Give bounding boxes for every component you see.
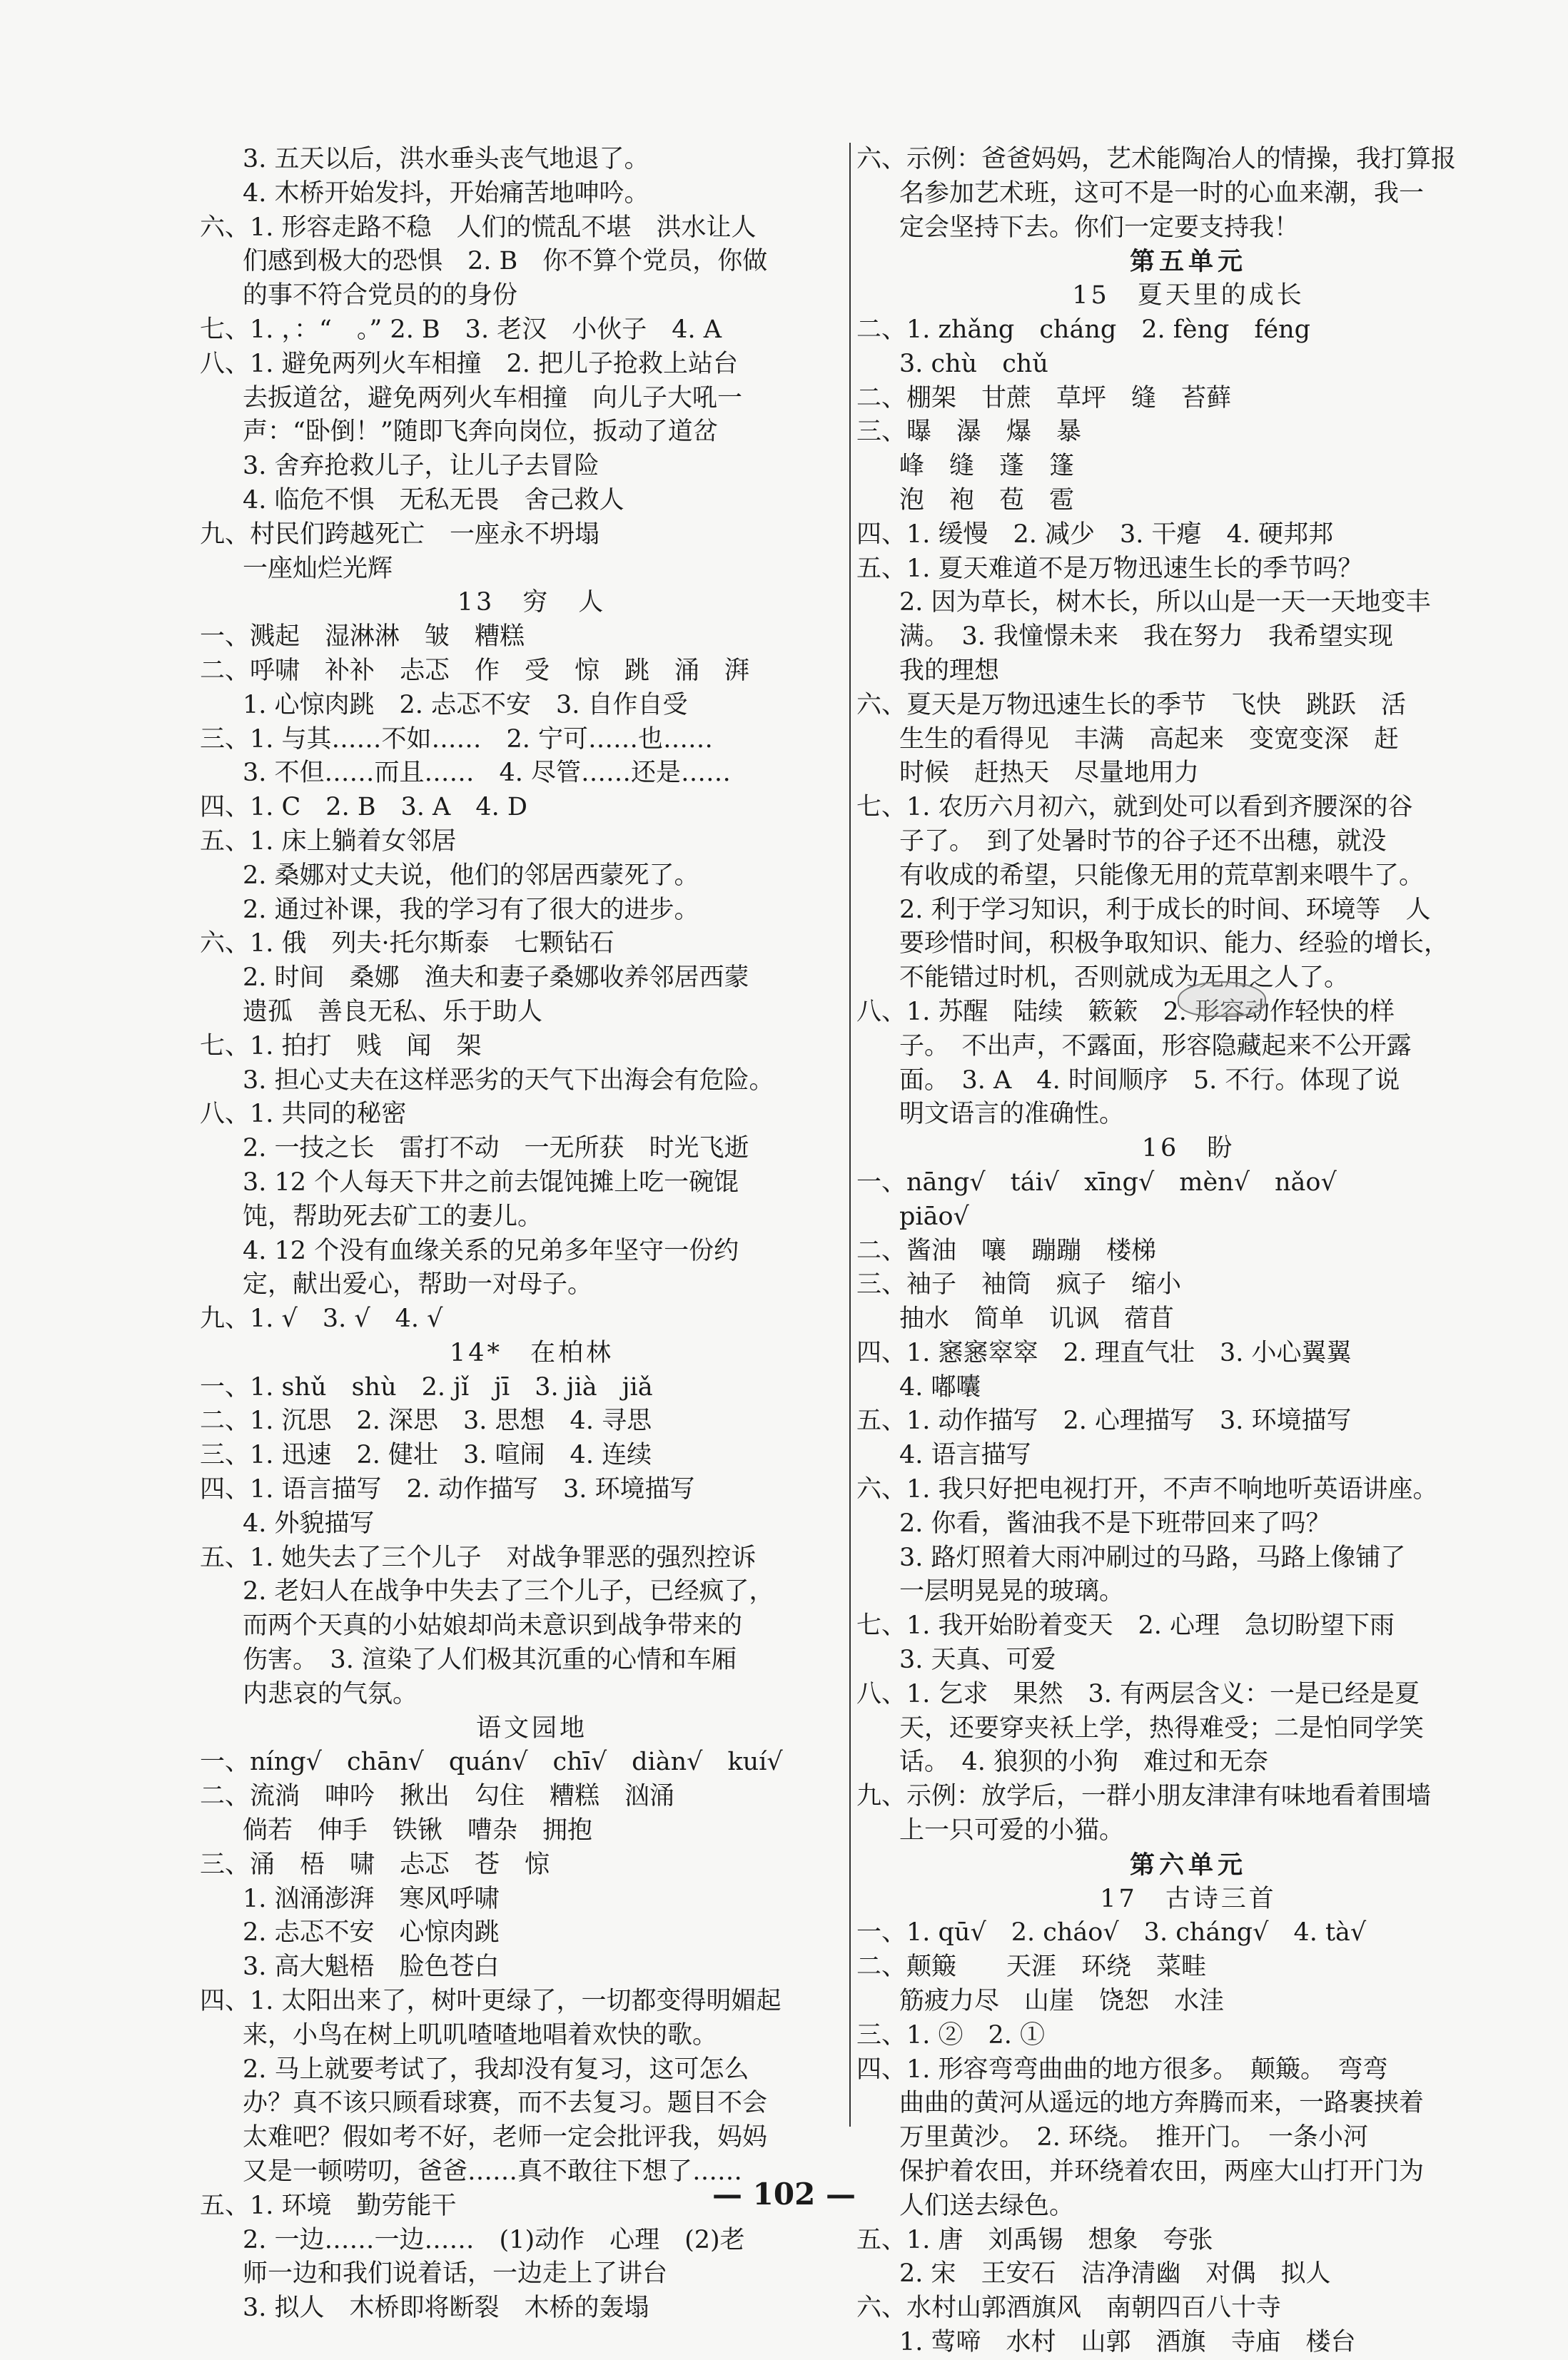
unit-title: 第六单元 bbox=[1129, 1850, 1247, 1880]
answer-line: 二、1. zhǎng cháng 2. fèng féng bbox=[856, 315, 1311, 344]
answer-line: 六、夏天是万物迅速生长的季节 飞快 跳跃 活 bbox=[856, 690, 1407, 719]
answer-line: 伤害。 3. 渲染了人们极其沉重的心情和车厢 bbox=[243, 1646, 737, 1675]
answer-line: 七、1. 拍打 贱 闻 架 bbox=[200, 1031, 482, 1060]
answer-line: 二、酱油 嚷 蹦蹦 楼梯 bbox=[856, 1236, 1157, 1265]
answer-line: 饨，帮助死去矿工的妻儿。 bbox=[243, 1202, 543, 1231]
answer-line: 3. 不但……而且…… 4. 尽管……还是…… bbox=[243, 759, 732, 788]
answer-line: 2. 一边……一边…… (1)动作 心理 (2)老 bbox=[243, 2225, 745, 2254]
answer-line: 一、溅起 湿淋淋 皱 糟糕 bbox=[200, 622, 525, 652]
answer-line: 2. 利于学习知识，利于成长的时间、环境等 人 bbox=[899, 895, 1431, 924]
answer-line: 4. 木桥开始发抖，开始痛苦地呻吟。 bbox=[243, 178, 649, 208]
answer-line: 九、1. √ 3. √ 4. √ bbox=[200, 1305, 443, 1334]
answer-line: 二、颠簸 天涯 环绕 菜畦 bbox=[856, 1953, 1207, 1982]
answer-line: 保护着农田，并环绕着农田，两座大山打开门为 bbox=[899, 2157, 1425, 2187]
answer-line: 1. 心惊肉跳 2. 忐忑不安 3. 自作自受 bbox=[243, 690, 688, 719]
answer-line: 四、1. 语言描写 2. 动作描写 3. 环境描写 bbox=[200, 1475, 695, 1504]
answer-line: piāo√ bbox=[899, 1202, 969, 1231]
answer-line: 又是一顿唠叨，爸爸……真不敢往下想了…… bbox=[243, 2157, 743, 2187]
answer-line: 时候 赶热天 尽量地用力 bbox=[899, 759, 1200, 788]
page-number: — 102 — bbox=[712, 2177, 856, 2212]
answer-line: 遗孤 善良无私、乐于助人 bbox=[243, 997, 543, 1026]
answer-line: 三、1. ② 2. ① bbox=[856, 2020, 1046, 2050]
answer-line: 四、1. 缓慢 2. 减少 3. 干瘪 4. 硬邦邦 bbox=[856, 520, 1334, 549]
right-column bbox=[856, 143, 1520, 2360]
answer-line: 四、1. 太阳出来了，树叶更绿了，一切都变得明媚起 bbox=[200, 1987, 782, 2016]
answer-line: 1. 汹涌澎湃 寒风呼啸 bbox=[243, 1884, 500, 1913]
answer-line: 3. 五天以后，洪水垂头丧气地退了。 bbox=[243, 145, 649, 173]
answer-line: 九、村民们跨越死亡 一座永不坍塌 bbox=[200, 520, 600, 549]
answer-line: 九、示例：放学后，一群小朋友津津有味地看着围墙 bbox=[856, 1782, 1432, 1811]
answer-line: 要珍惜时间，积极争取知识、能力、经验的增长， bbox=[899, 929, 1450, 958]
answer-line: 师一边和我们说着话，一边走上了讲台 bbox=[243, 2259, 668, 2289]
answer-line: 一座灿烂光辉 bbox=[243, 554, 393, 583]
answer-line: 三、涌 梧 啸 忐忑 苍 惊 bbox=[200, 1850, 550, 1879]
answer-line: 生生的看得见 丰满 高起来 变宽变深 赶 bbox=[899, 724, 1400, 754]
answer-line: 人们送去绿色。 bbox=[899, 2191, 1075, 2220]
answer-line: 二、流淌 呻吟 揪出 勾住 糟糕 汹涌 bbox=[200, 1782, 675, 1811]
answer-line: 3. 高大魁梧 脸色苍白 bbox=[243, 1953, 500, 1982]
answer-line: 2. 你看，酱油我不是下班带回来了吗？ bbox=[899, 1509, 1331, 1538]
answer-line: 三、袖子 袖筒 疯子 缩小 bbox=[856, 1270, 1182, 1300]
column-divider bbox=[849, 143, 851, 2127]
answer-line: 4. 临危不惧 无私无畏 舍己救人 bbox=[243, 485, 624, 515]
answer-line: 明文语言的准确性。 bbox=[899, 1100, 1125, 1129]
answer-line: 一、1. shǔ shù 2. jǐ jī 3. jià jiǎ bbox=[200, 1372, 653, 1402]
answer-line: 五、1. 床上躺着女邻居 bbox=[200, 826, 457, 856]
answer-line: 六、示例：爸爸妈妈，艺术能陶冶人的情操，我打算报 bbox=[856, 145, 1457, 173]
unit-title: 第五单元 bbox=[1129, 247, 1247, 277]
answer-line: 2. 一技之长 雷打不动 一无所获 时光飞逝 bbox=[243, 1134, 749, 1163]
answer-line: 倘若 伸手 铁锹 嘈杂 拥抱 bbox=[243, 1816, 593, 1845]
answer-line: 2. 马上就要考试了，我却没有复习，这可怎么 bbox=[243, 2055, 749, 2084]
answer-line: 去扳道岔，避免两列火车相撞 向儿子大吼一 bbox=[243, 383, 743, 412]
answer-line: 五、1. 动作描写 2. 心理描写 3. 环境描写 bbox=[856, 1407, 1352, 1436]
answer-line: 三、1. 迅速 2. 健壮 3. 喧闹 4. 连续 bbox=[200, 1441, 652, 1470]
answer-line: 2. 宋 王安石 洁净清幽 对偶 拟人 bbox=[899, 2259, 1331, 2289]
answer-line: 抽水 简单 讥讽 蓿苜 bbox=[899, 1305, 1175, 1334]
answer-line: 七、1. 我开始盼着变天 2. 心理 急切盼望下雨 bbox=[856, 1611, 1395, 1641]
answer-line: 五、1. 唐 刘禹锡 想象 夸张 bbox=[856, 2225, 1213, 2254]
answer-line: 四、1. C 2. B 3. A 4. D bbox=[200, 793, 527, 822]
answer-line: 2. 桑娜对丈夫说，他们的邻居西蒙死了。 bbox=[243, 861, 699, 890]
answer-line: 二、棚架 甘蔗 草坪 缝 苔藓 bbox=[856, 383, 1232, 412]
answer-line: 筋疲力尽 山崖 饶恕 水洼 bbox=[899, 1987, 1225, 2016]
answer-line: 3. 担心丈夫在这样恶劣的天气下出海会有危险。 bbox=[243, 1065, 774, 1095]
answer-line: 定会坚持下去。你们一定要支持我！ bbox=[899, 213, 1300, 242]
answer-line: 四、1. 形容弯弯曲曲的地方很多。 颠簸。 弯弯 bbox=[856, 2055, 1388, 2084]
answer-line: 有收成的希望，只能像无用的荒草割来喂牛了。 bbox=[899, 861, 1425, 890]
lesson-title: 15 夏天里的成长 bbox=[1072, 281, 1305, 310]
answer-line: 1. 莺啼 水村 山郭 酒旗 寺庙 楼台 bbox=[899, 2328, 1356, 2356]
answer-line: 八、1. 避免两列火车相撞 2. 把儿子抢救上站台 bbox=[200, 349, 739, 378]
answer-line: 天，还要穿夹袄上学，热得难受；二是怕同学笑 bbox=[899, 1713, 1425, 1743]
answer-line: 一层明晃晃的玻璃。 bbox=[899, 1577, 1125, 1606]
left-column bbox=[200, 143, 864, 2326]
answer-line: 上一只可爱的小猫。 bbox=[899, 1816, 1125, 1845]
answer-line: 内悲哀的气氛。 bbox=[243, 1679, 418, 1708]
answer-line: 太难吧？假如考不好，老师一定会批评我，妈妈 bbox=[243, 2123, 768, 2152]
answer-line: 不能错过时机，否则就成为无用之人了。 bbox=[899, 963, 1350, 993]
answer-line: 满。 3. 我憧憬未来 我在努力 我希望实现 bbox=[899, 622, 1394, 652]
answer-line: 3. 舍弃抢救儿子，让儿子去冒险 bbox=[243, 452, 600, 481]
answer-line: 三、1. 与其……不如…… 2. 宁可……也…… bbox=[200, 724, 714, 754]
answer-line: 声：“卧倒！”随即飞奔向岗位，扳动了道岔 bbox=[243, 417, 718, 447]
answer-line: 名参加艺术班，这可不是一时的心血来潮，我一 bbox=[899, 178, 1425, 208]
answer-line: 六、1. 俄 列夫·托尔斯泰 七颗钻石 bbox=[200, 929, 614, 958]
stamp-seal bbox=[1178, 981, 1266, 1017]
answer-line: 八、1. 乞求 果然 3. 有两层含义：一是已经是夏 bbox=[856, 1679, 1420, 1708]
answer-line: 我的理想 bbox=[899, 656, 1000, 685]
answer-line: 八、1. 共同的秘密 bbox=[200, 1100, 407, 1129]
answer-line: 六、1. 我只好把电视打开，不声不响地听英语讲座。 bbox=[856, 1475, 1438, 1504]
answer-line: 七、1. 农历六月初六，就到处可以看到齐腰深的谷 bbox=[856, 793, 1413, 822]
answer-line: 一、níng√ chān√ quán√ chī√ diàn√ kuí√ bbox=[200, 1748, 783, 1777]
answer-line: 3. 拟人 木桥即将断裂 木桥的轰塌 bbox=[243, 2294, 649, 2323]
answer-line: 2. 时间 桑娜 渔夫和妻子桑娜收养邻居西蒙 bbox=[243, 963, 749, 993]
answer-line: 4. 语言描写 bbox=[899, 1441, 1031, 1470]
answer-line: 而两个天真的小姑娘却尚未意识到战争带来的 bbox=[243, 1611, 743, 1641]
lesson-title: 13 穷 人 bbox=[457, 588, 607, 617]
answer-line: 3. 12 个人每天下井之前去馄饨摊上吃一碗馄 bbox=[243, 1168, 739, 1197]
lesson-title: 17 古诗三首 bbox=[1100, 1884, 1277, 1913]
answer-line: 七、1. ，：“ 。” 2. B 3. 老汉 小伙子 4. A bbox=[200, 315, 722, 344]
answer-line: 一、1. qū√ 2. cháo√ 3. cháng√ 4. tà√ bbox=[856, 1918, 1367, 1948]
answer-line: 4. 嘟囔 bbox=[899, 1372, 981, 1402]
answer-line: 2. 老妇人在战争中失去了三个儿子，已经疯了， bbox=[243, 1577, 774, 1606]
answer-line: 六、1. 形容走路不稳 人们的慌乱不堪 洪水让人 bbox=[200, 213, 757, 242]
answer-line: 2. 忐忑不安 心惊肉跳 bbox=[243, 1918, 500, 1948]
answer-line: 们感到极大的恐惧 2. B 你不算个党员，你做 bbox=[243, 247, 768, 276]
answer-line: 泡 袍 苞 雹 bbox=[899, 485, 1075, 515]
answer-line: 万里黄沙。 2. 环绕。 推开门。 一条小河 bbox=[899, 2123, 1369, 2152]
answer-line: 八、1. 苏醒 陆续 簌簌 2. 形容动作轻快的样 bbox=[856, 997, 1395, 1026]
answer-line: 一、nāng√ tái√ xīng√ mèn√ nǎo√ bbox=[856, 1168, 1337, 1197]
answer-line: 来，小鸟在树上叽叽喳喳地唱着欢快的歌。 bbox=[243, 2020, 718, 2050]
answer-line: 面。 3. A 4. 时间顺序 5. 不行。体现了说 bbox=[899, 1065, 1400, 1095]
answer-line: 六、水村山郭酒旗风 南朝四百八十寺 bbox=[856, 2294, 1282, 2323]
answer-line: 3. 路灯照着大雨冲刷过的马路，马路上像铺了 bbox=[899, 1543, 1406, 1572]
answer-line: 3. chù chǔ bbox=[899, 349, 1048, 378]
lesson-title: 16 盼 bbox=[1141, 1134, 1235, 1163]
answer-line: 办？真不该只顾看球赛，而不去复习。题目不会 bbox=[243, 2089, 768, 2118]
answer-line: 五、1. 夏天难道不是万物迅速生长的季节吗？ bbox=[856, 554, 1363, 583]
answer-line: 2. 因为草长，树木长，所以山是一天一天地变丰 bbox=[899, 588, 1431, 617]
answer-line: 子。 不出声，不露面，形容隐藏起来不公开露 bbox=[899, 1031, 1412, 1060]
answer-line: 峰 缝 蓬 篷 bbox=[899, 452, 1075, 481]
lesson-title: 语文园地 bbox=[475, 1713, 587, 1743]
answer-line: 的事不符合党员的的身份 bbox=[243, 281, 518, 310]
answer-line: 4. 12 个没有血缘关系的兄弟多年坚守一份约 bbox=[243, 1236, 739, 1265]
answer-line: 曲曲的黄河从遥远的地方奔腾而来，一路裹挟着 bbox=[899, 2089, 1425, 2118]
answer-line: 二、1. 沉思 2. 深思 3. 思想 4. 寻思 bbox=[200, 1407, 652, 1436]
lesson-title: 14* 在柏林 bbox=[449, 1338, 614, 1367]
answer-line: 五、1. 环境 勤劳能干 bbox=[200, 2191, 457, 2220]
answer-line: 二、呼啸 补补 忐忑 作 受 惊 跳 涌 湃 bbox=[200, 656, 750, 685]
answer-line: 三、曝 瀑 爆 暴 bbox=[856, 417, 1082, 447]
answer-line: 4. 外貌描写 bbox=[243, 1509, 375, 1538]
answer-line: 话。 4. 狼狈的小狗 难过和无奈 bbox=[899, 1748, 1269, 1777]
answer-line: 子了。 到了处暑时节的谷子还不出穗，就没 bbox=[899, 826, 1387, 856]
answer-line: 五、1. 她失去了三个儿子 对战争罪恶的强烈控诉 bbox=[200, 1543, 757, 1572]
answer-line: 3. 天真、可爱 bbox=[899, 1646, 1056, 1675]
answer-line: 四、1. 窸窸窣窣 2. 理直气壮 3. 小心翼翼 bbox=[856, 1338, 1352, 1367]
answer-line: 定，献出爱心，帮助一对母子。 bbox=[243, 1270, 593, 1300]
answer-line: 2. 通过补课，我的学习有了很大的进步。 bbox=[243, 895, 699, 924]
